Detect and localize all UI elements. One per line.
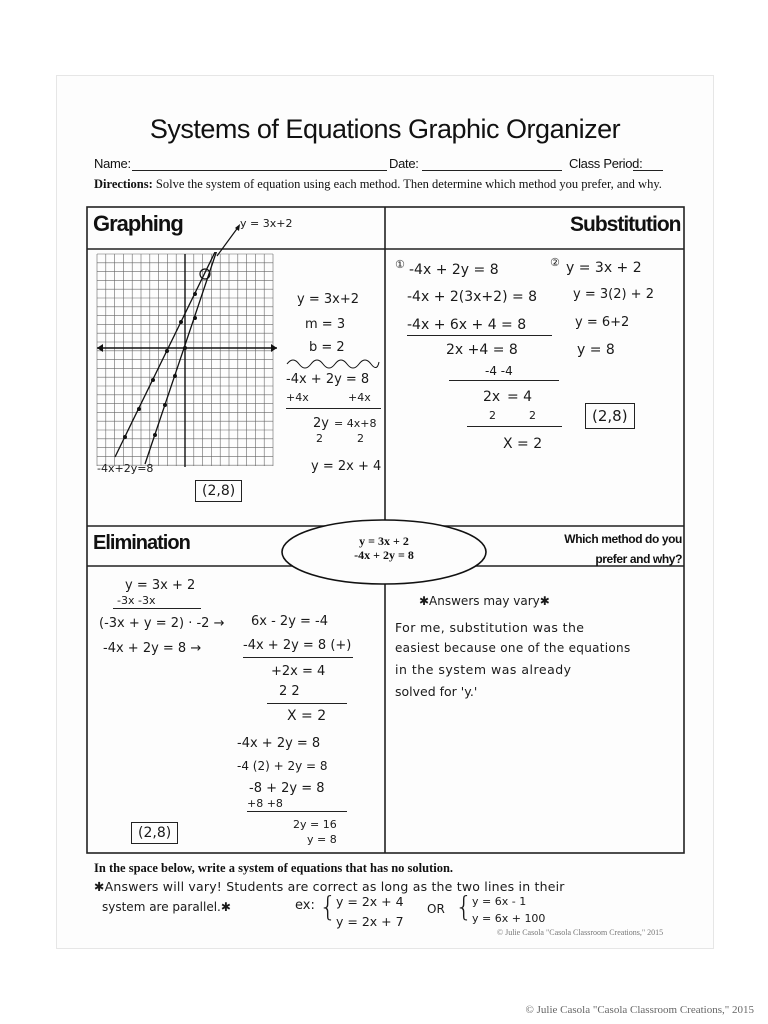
elimination-answer: (2,8) xyxy=(131,822,178,844)
graph-work-4: -4x + 2y = 8 xyxy=(286,372,370,387)
sub-right-1: y = 3x + 2 xyxy=(566,260,642,276)
preference-note: ✱Answers may vary✱ xyxy=(419,594,550,608)
sub-left-7: 2 xyxy=(489,409,496,422)
graphing-answer: (2,8) xyxy=(195,480,242,502)
sub-left-10: X = 2 xyxy=(503,436,543,452)
directions-text: Solve the system of equation using each method. Then determine which method you prefer, and why. xyxy=(155,177,662,191)
sub-divider-3 xyxy=(467,426,562,427)
elim-line-14: 2y = 16 xyxy=(293,818,337,831)
substitution-heading: Substitution xyxy=(570,213,681,236)
sub-left-4: 2x +4 = 8 xyxy=(446,342,518,358)
preference-line-1: For me, substitution was the xyxy=(395,620,585,635)
elim-line-3: (-3x + y = 2) · -2 → xyxy=(99,616,225,631)
no-solution-answer-1: ✱Answers will vary! Students are correct as long as the two lines in their xyxy=(94,879,565,894)
example-1-eq-2: y = 2x + 7 xyxy=(336,914,404,929)
sub-divider-1 xyxy=(407,335,552,336)
brace-2: { xyxy=(455,890,473,923)
sub-right-3: y = 6+2 xyxy=(575,315,630,330)
sub-left-1: -4x + 2y = 8 xyxy=(409,262,499,278)
graph-line-label: y = 3x+2 xyxy=(240,217,293,230)
example-2-eq-1: y = 6x - 1 xyxy=(472,895,527,908)
elimination-heading: Elimination xyxy=(93,532,190,554)
sub-left-3: -4x + 6x + 4 = 8 xyxy=(407,317,527,333)
wavy-divider xyxy=(285,356,380,370)
preference-line-2: easiest because one of the equations xyxy=(395,641,631,655)
elim-divider-4 xyxy=(247,811,347,812)
elim-line-2: -3x -3x xyxy=(117,594,156,607)
graph-work-9: = 4x+8 xyxy=(334,417,377,430)
sub-left-6: 2x xyxy=(483,389,501,405)
oval-eq-1: y = 3x + 2 xyxy=(359,534,409,548)
elim-line-10: -4x + 2y = 8 xyxy=(237,736,321,751)
graph-work-5: +4x xyxy=(286,391,309,404)
graphing-heading: Graphing xyxy=(93,211,183,236)
elim-line-4: 6x - 2y = -4 xyxy=(251,614,329,629)
coordinate-grid xyxy=(95,252,280,470)
graph-work-divider xyxy=(286,408,381,409)
elim-line-8: 2 2 xyxy=(279,684,300,699)
elim-line-13: +8 +8 xyxy=(247,797,283,810)
sub-left-9: 2 xyxy=(529,409,536,422)
elim-line-12: -8 + 2y = 8 xyxy=(249,781,325,796)
elim-divider-1 xyxy=(113,608,201,609)
page-footer: © Julie Casola "Casola Classroom Creations," 2015 xyxy=(525,1004,754,1016)
date-label: Date: xyxy=(389,156,419,171)
name-label: Name: xyxy=(94,156,131,171)
class-period-label: Class Period: xyxy=(569,156,643,171)
step-2-marker: ② xyxy=(550,256,560,269)
preference-line-3: in the system was already xyxy=(395,662,572,677)
graph-work-8: 2 xyxy=(316,432,323,445)
example-label: ex: xyxy=(295,898,315,913)
preference-line-4: solved for 'y.' xyxy=(395,684,478,699)
elim-line-9: X = 2 xyxy=(287,708,327,724)
graph-work-6: +4x xyxy=(348,391,371,404)
organizer-frame xyxy=(57,76,713,948)
sub-left-2: -4x + 2(3x+2) = 8 xyxy=(407,289,538,305)
elim-divider-2 xyxy=(243,657,353,658)
worksheet-page xyxy=(57,76,713,948)
elim-line-11: -4 (2) + 2y = 8 xyxy=(237,759,328,773)
no-solution-prompt: In the space below, write a system of equations that has no solution. xyxy=(94,861,454,875)
graph-work-1: y = 3x+2 xyxy=(297,292,359,307)
elim-line-1: y = 3x + 2 xyxy=(125,578,196,593)
preference-question: Which method do you prefer and why? xyxy=(564,532,682,566)
graph-work-11: y = 2x + 4 xyxy=(311,459,382,474)
elim-line-5: -4x + 2y = 8 → xyxy=(103,641,202,656)
elim-line-7: +2x = 4 xyxy=(271,664,326,679)
oval-eq-2: -4x + 2y = 8 xyxy=(354,548,414,562)
brace-1: { xyxy=(319,890,337,923)
graph-work-10: 2 xyxy=(357,432,364,445)
graph-work-3: b = 2 xyxy=(309,340,345,355)
sub-right-2: y = 3(2) + 2 xyxy=(573,287,654,302)
arrow-icon xyxy=(207,221,247,261)
sub-right-4: y = 8 xyxy=(577,342,615,358)
or-label: OR xyxy=(427,902,445,916)
elim-line-15: y = 8 xyxy=(307,833,337,846)
substitution-answer: (2,8) xyxy=(585,403,635,429)
no-solution-answer-2: system are parallel.✱ xyxy=(102,900,231,914)
directions-label: Directions: xyxy=(94,177,153,191)
sub-left-5: -4 -4 xyxy=(485,364,513,378)
elim-line-6: -4x + 2y = 8 (+) xyxy=(243,638,352,653)
step-1-marker: ① xyxy=(395,258,405,271)
sub-left-8: = 4 xyxy=(507,389,533,405)
example-2-eq-2: y = 6x + 100 xyxy=(472,912,546,925)
example-1-eq-1: y = 2x + 4 xyxy=(336,894,404,909)
elim-divider-3 xyxy=(267,703,347,704)
graph-work-7: 2y xyxy=(313,416,329,431)
page-title: Systems of Equations Graphic Organizer xyxy=(149,114,621,144)
graph-work-2: m = 3 xyxy=(305,317,346,332)
worksheet-copyright: © Julie Casola "Casola Classroom Creations," 2015 xyxy=(497,928,664,937)
sub-divider-2 xyxy=(449,380,559,381)
oval-equations xyxy=(279,534,489,562)
graph-line-label-2: -4x+2y=8 xyxy=(97,462,154,475)
